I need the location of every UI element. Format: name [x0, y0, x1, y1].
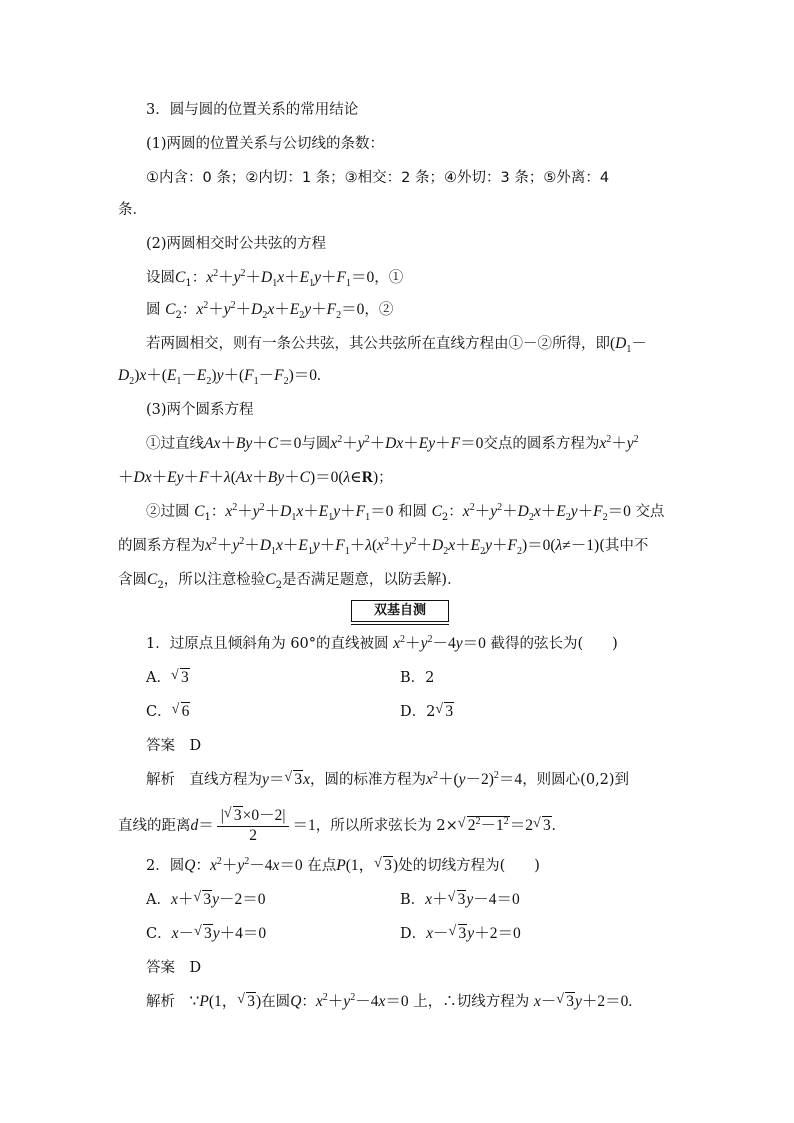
paragraph-1-line-2: 条． [118, 202, 147, 218]
paragraph-1-heading: (1)两圆的位置关系与公切线的条数： [146, 136, 385, 152]
question-2: 2．圆Q：$x^2+y^2-4x=0$ 在点P(1，√ 3)处的切线方程为( ) [146, 856, 711, 876]
q2-option-b: B．x＋√ 3y－4＝0 [400, 890, 520, 910]
q1-option-d: D．2√ 3 [400, 702, 454, 722]
common-chord-line-1: 若两圆相交，则有一条公共弦，其公共弦所在直线方程由①－②所得，即($D_1-$ [146, 335, 647, 356]
circle-system-2-line-3: 含圆$C_2$，所以注意检验$C_2$是否满足题意，以防丢解)． [118, 571, 462, 591]
question-1-options-row-2 [146, 702, 711, 722]
paragraph-3-heading: (3)两个圆系方程 [146, 402, 254, 418]
question-2-options-row-2 [146, 924, 711, 944]
circle-system-2-line-1: ②过圆 $C_1$：$x^2+y^2+D_1x+E_1y+F_1=0$ 和圆 $C_2$：$x^2+y^2+D_2x+E_2y+F_2=0$ 交点 [146, 501, 665, 524]
explanation-1-line-2: 直线的距离d＝ $\frac{|√ 3\times 0-2|}{2}$ ＝1，所以所求弦长为 2×√ $2^2-1^2=2√$ 3. [118, 806, 683, 846]
question-1: 1．过原点且倾斜角为 60°的直线被圆 $x^2+y^2-4y=0$ 截得的弦长为( ) [146, 633, 618, 652]
self-test-tag: 双基自测 [351, 600, 449, 622]
circle-c2-equation: 圆 $C_2$：$x^2+y^2+D_2x+E_2y+F_2=0$，② [146, 299, 394, 322]
explanation-1-line-1: 解析 直线方程为y＝√ 3x，圆的标准方程为$x^2+(y-2)^2=4$，则圆心(0,2)到 [146, 770, 711, 790]
common-chord-line-2: $D_2)x+(E_1-E_2)y+(F_1-F_2)=0$. [118, 367, 321, 388]
q1-option-b: B．2 [400, 670, 435, 686]
circle-system-1-line-2: ＋Dx＋Ey＋F＋λ(Ax＋By＋C)＝0(λ∈R)； [118, 469, 393, 486]
answer-2: 答案 D [146, 960, 202, 976]
paragraph-2-heading: (2)两圆相交时公共弦的方程 [146, 236, 327, 252]
q2-option-d: D．x－√ 3y＋2＝0 [400, 924, 521, 944]
q2-option-c: C．x－√ 3y＋4＝0 [146, 926, 266, 942]
circle-c1-equation: 设圆$C_1$：$x^2+y^2+D_1x+E_1y+F_1=0$，① [146, 267, 404, 290]
section-title: 3．圆与圆的位置关系的常用结论 [146, 102, 359, 118]
distance-fraction: $\frac{|√ 3\times 0-2|}{2}$ [217, 807, 290, 845]
q2-option-a: A．x＋√ 3y－2＝0 [146, 892, 266, 908]
circle-system-2-line-2: 的圆系方程为$x^2+y^2+D_1x+E_1y+F_1+\lambda(x^2+y^2+D_2x+E_2y+F_2)=0(\lambda\ne-1)$(其中不 [118, 535, 649, 558]
q1-option-c: C．√ 6 [146, 704, 190, 720]
question-2-options-row-1 [146, 890, 711, 910]
paragraph-1-line-1: ①内含：0 条；②内切：1 条；③相交：2 条；④外切：3 条；⑤外离：4 [146, 170, 610, 186]
question-1-options-row-1 [146, 668, 711, 688]
q1-option-a: A．√ 3 [146, 670, 190, 686]
answer-1: 答案 D [146, 738, 202, 754]
circle-system-1-line-1: ①过直线Ax＋By＋C＝0与圆$x^2+y^2+Dx+Ey+F=0$交点的圆系方程为$x^2+y^2$ [146, 433, 639, 452]
explanation-2: 解析 ∵P(1，√ 3)在圆Q：$x^2+y^2-4x=0$ 上，∴切线方程为 x－√ 3y＋2＝0. [146, 992, 711, 1012]
